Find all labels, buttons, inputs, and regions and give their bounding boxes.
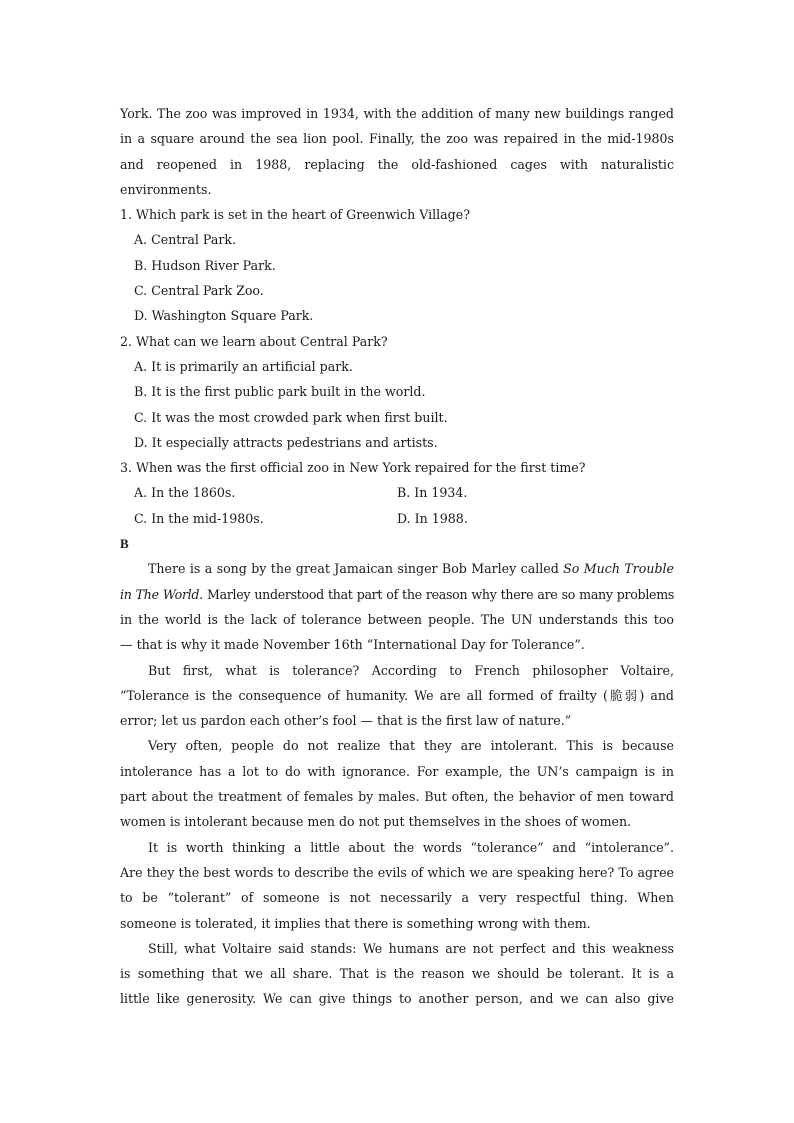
passage-a-line: and reopened in 1988, replacing the old-fashioned cages with naturalistic xyxy=(120,156,674,172)
song-title: So Much Trouble xyxy=(563,561,674,577)
section-b-p4-line: to be “tolerant” of someone is not necessarily a very respectful thing. When xyxy=(120,890,674,906)
question-3-options-row-1 xyxy=(120,480,674,505)
section-b-p2-line: But first, what is tolerance? According to French philosopher Voltaire, xyxy=(148,662,674,678)
question-2-option-a: A. It is primarily an artificial park. xyxy=(134,358,353,374)
p1-text: There is a song by the great Jamaican singer Bob Marley called xyxy=(148,561,564,577)
section-b-p1-line: — that is why it made November 16th “International Day for Tolerance”. xyxy=(120,637,585,653)
question-1-option-b: B. Hudson River Park. xyxy=(134,257,276,273)
section-b-p5-line: little like generosity. We can give things to another person, and we can also give xyxy=(120,991,674,1007)
passage-a-line: in a square around the sea lion pool. Finally, the zoo was repaired in the mid-1980s xyxy=(120,131,674,147)
question-3-option-c: C. In the mid-1980s. xyxy=(134,510,264,526)
section-b-label: B xyxy=(120,536,129,552)
section-b-p1-line xyxy=(120,556,674,581)
question-2-stem: 2. What can we learn about Central Park? xyxy=(120,333,388,349)
p1-text: . Marley understood that part of the reason why there are so many problems xyxy=(199,586,675,602)
section-b-p3-line: part about the treatment of females by males. But often, the behavior of men toward xyxy=(120,789,674,805)
question-3-option-b: B. In 1934. xyxy=(397,485,468,501)
question-3-options-row-2 xyxy=(120,506,674,531)
section-b-p5-line: is something that we all share. That is the reason we should be tolerant. It is a xyxy=(120,966,674,982)
question-2-option-c: C. It was the most crowded park when first built. xyxy=(134,409,448,425)
section-b-p4-line: It is worth thinking a little about the words “tolerance” and “intolerance”. xyxy=(148,839,674,855)
question-3-option-a: A. In the 1860s. xyxy=(134,485,236,501)
section-b-p3-line: Very often, people do not realize that they are intolerant. This is because xyxy=(148,738,674,754)
section-b-p2-line: “Tolerance is the consequence of humanity. We are all formed of frailty (脆弱) and xyxy=(120,687,674,703)
section-b-p5-line: Still, what Voltaire said stands: We humans are not perfect and this weakness xyxy=(148,940,674,956)
question-3-stem: 3. When was the first official zoo in New York repaired for the first time? xyxy=(120,460,586,476)
section-b-p1-line: in the world is the lack of tolerance between people. The UN understands this too xyxy=(120,611,674,627)
document-page xyxy=(120,101,674,1012)
question-1-option-c: C. Central Park Zoo. xyxy=(134,283,264,299)
question-1-option-d: D. Washington Square Park. xyxy=(134,308,314,324)
section-b-p3-line: intolerance has a lot to do with ignorance. For example, the UN’s campaign is in xyxy=(120,763,674,779)
question-2-option-b: B. It is the first public park built in the world. xyxy=(134,384,426,400)
question-1-option-a: A. Central Park. xyxy=(134,232,236,248)
passage-a-line: York. The zoo was improved in 1934, with the addition of many new buildings ranged xyxy=(120,106,674,121)
question-2-option-d: D. It especially attracts pedestrians and artists. xyxy=(134,434,438,450)
section-b-p1-line xyxy=(120,582,674,607)
song-title: in The World xyxy=(120,586,200,602)
section-b-p4-line: Are they the best words to describe the evils of which we are speaking here? To agree xyxy=(120,864,674,880)
question-1-stem: 1. Which park is set in the heart of Greenwich Village? xyxy=(120,207,470,223)
section-b-p2-line: error; let us pardon each other’s fool — that is the first law of nature.” xyxy=(120,713,572,729)
passage-a-line: environments. xyxy=(120,181,212,197)
question-3-option-d: D. In 1988. xyxy=(397,510,468,526)
section-b-p4-line: someone is tolerated, it implies that there is something wrong with them. xyxy=(120,915,591,931)
section-b-p3-line: women is intolerant because men do not put themselves in the shoes of women. xyxy=(120,814,632,830)
